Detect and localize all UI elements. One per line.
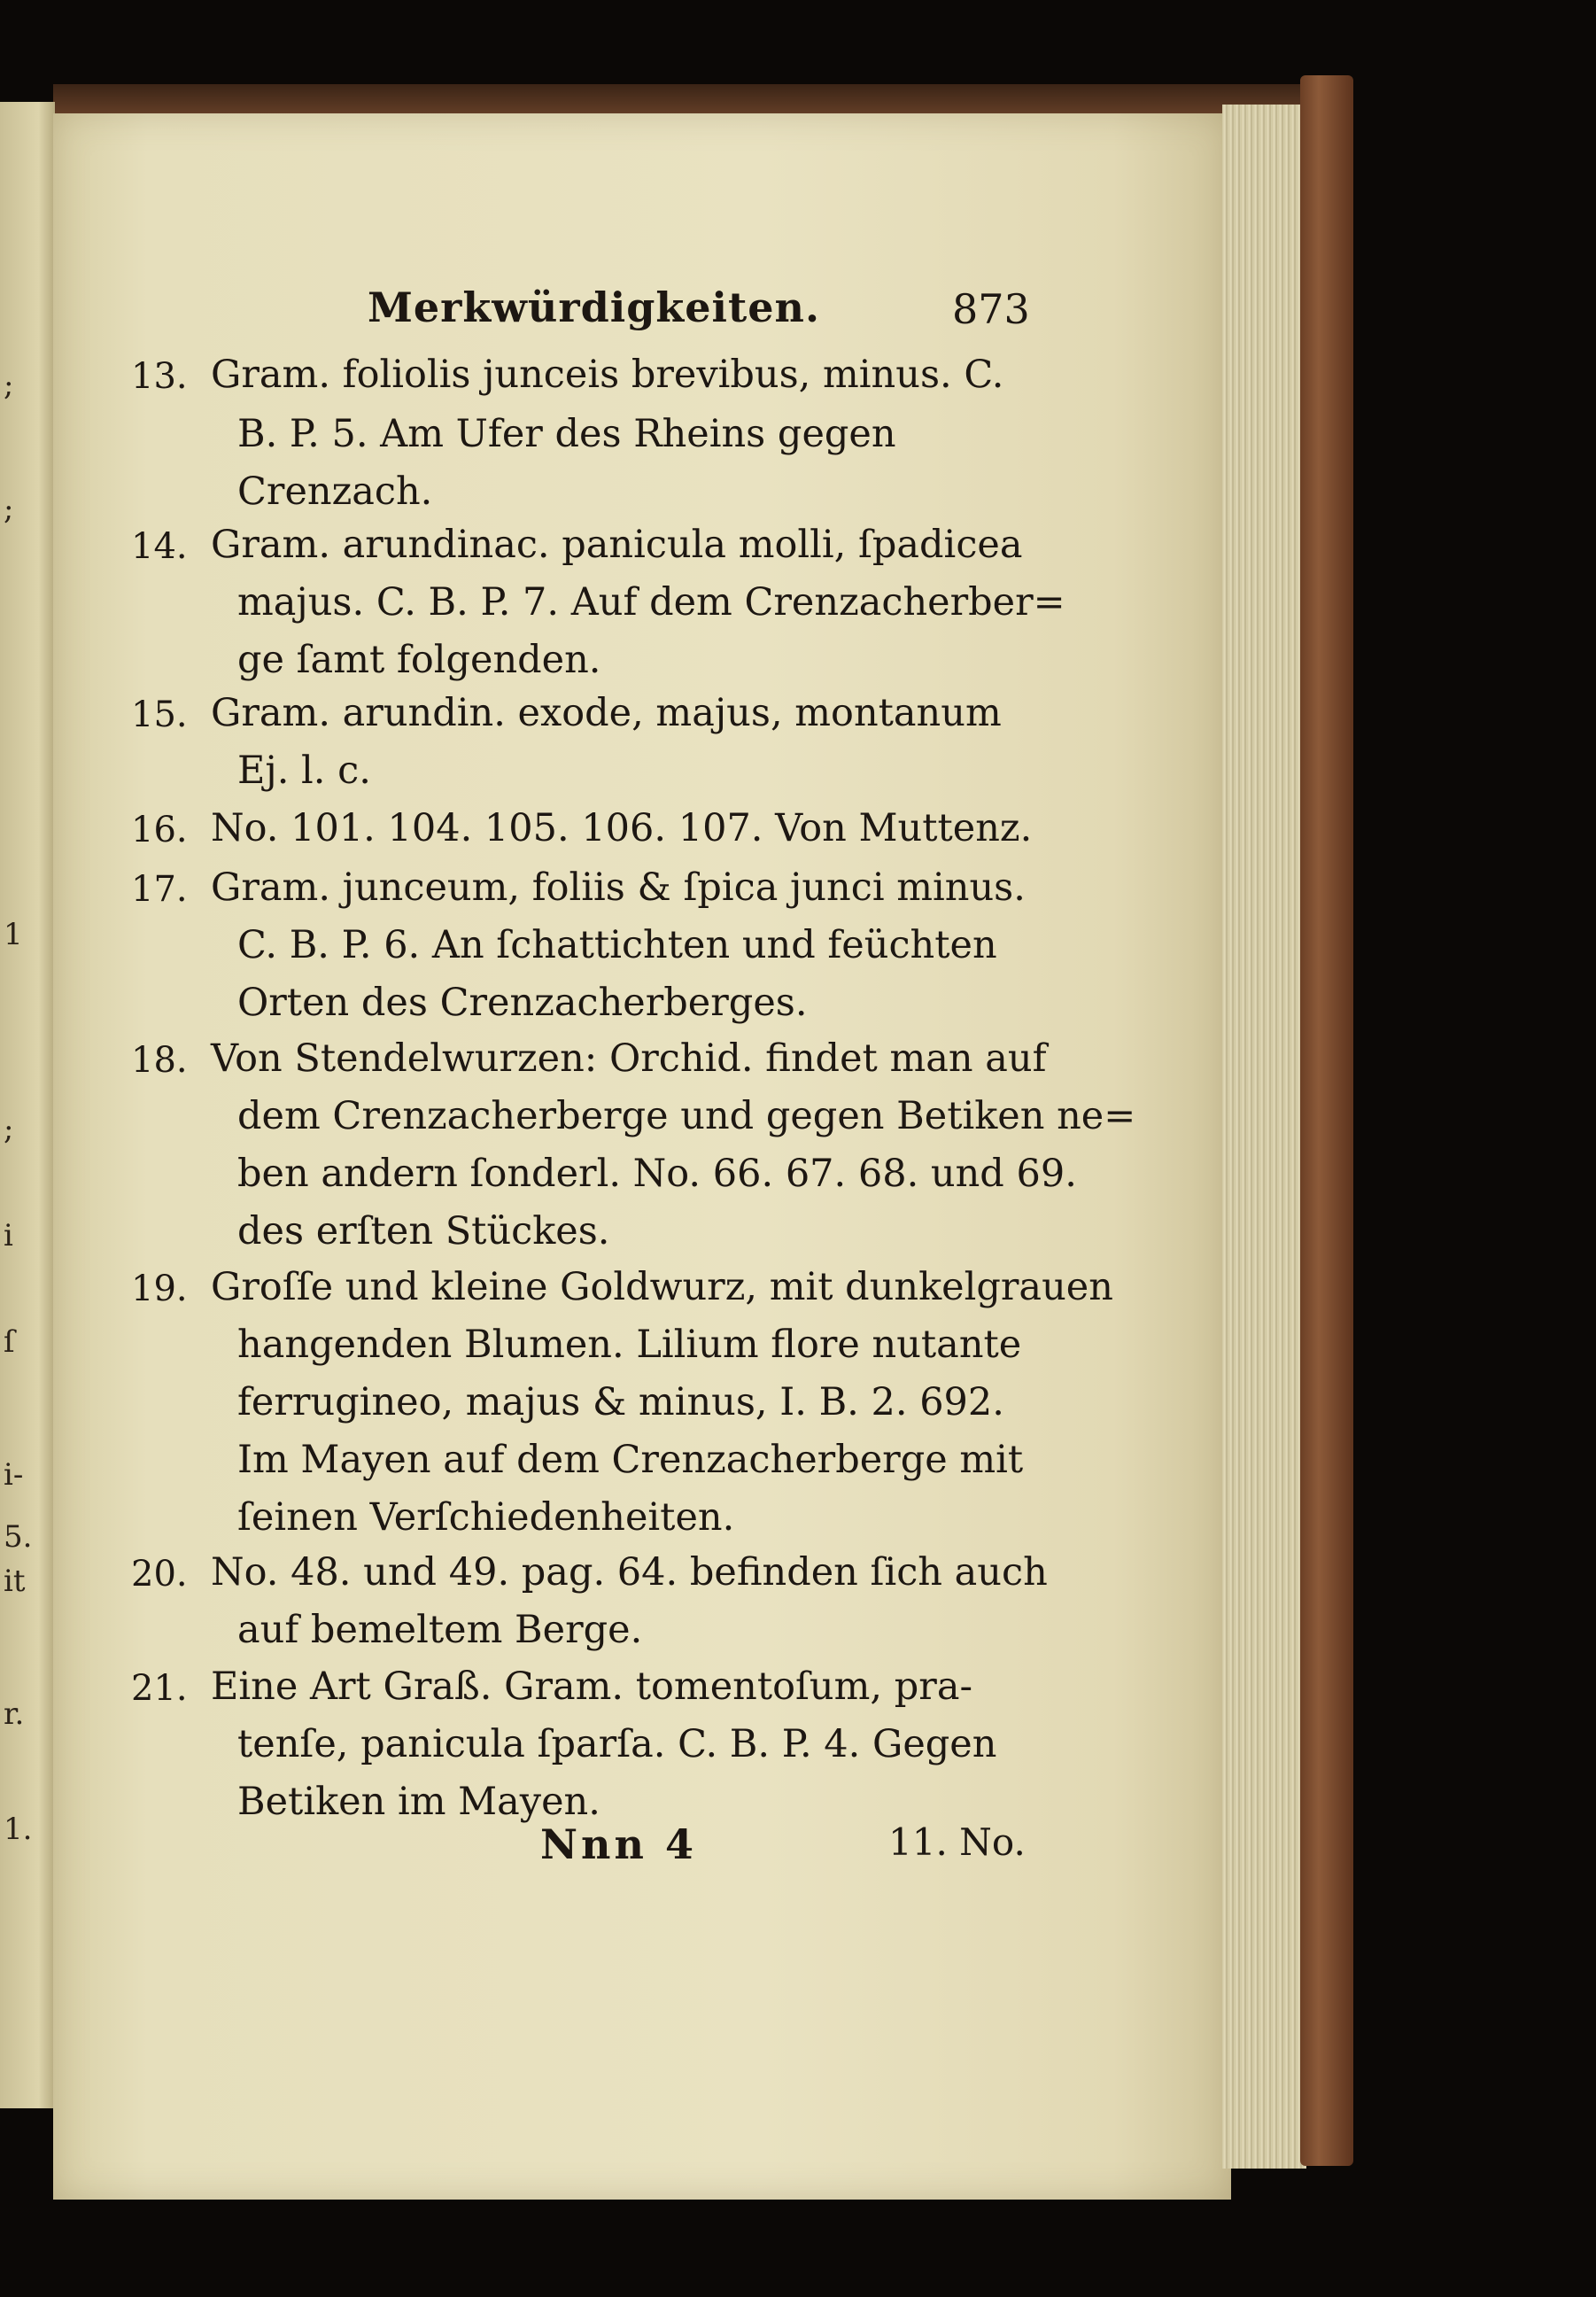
entry-line: Gram. arundin. exode, majus, montanum <box>211 691 1002 735</box>
running-head-title: Merkwürdigkeiten. <box>368 283 820 331</box>
entry-line: Betiken im Mayen. <box>237 1780 600 1824</box>
page-number: 873 <box>952 285 1030 333</box>
entry-line: No. 48. und 49. pag. 64. befinden ſich auch <box>211 1550 1048 1595</box>
entry-number: 18. <box>131 1040 188 1081</box>
book-cover-spine <box>1300 75 1353 2166</box>
entry-number: 20. <box>131 1554 188 1595</box>
entry-line: Gram. arundinac. panicula molli, ſpadicea <box>211 523 1023 567</box>
entry-number: 16. <box>131 810 188 850</box>
left-page-edge <box>0 102 55 2108</box>
entry-number: 14. <box>131 526 188 567</box>
entry-line: B. P. 5. Am Ufer des Rheins gegen <box>237 412 896 456</box>
left-page-fragment: ; <box>4 368 14 403</box>
entry-line: Crenzach. <box>237 469 433 514</box>
entry-line: majus. C. B. P. 7. Auf dem Crenzacherber= <box>237 580 1065 625</box>
entry-line: Im Mayen auf dem Crenzacherberge mit <box>237 1438 1024 1482</box>
entry-number: 17. <box>131 869 188 910</box>
entry-line: ben andern ſonderl. No. 66. 67. 68. und 69. <box>237 1152 1077 1196</box>
entry-line: Gram. junceum, foliis & ſpica junci minus. <box>211 865 1026 910</box>
left-page-fragment: ; <box>4 1112 14 1147</box>
entry-line: hangenden Blumen. Lilium flore nutante <box>237 1323 1022 1367</box>
entry-line: ge ſamt folgenden. <box>237 638 601 682</box>
catchword: 11. No. <box>888 1820 1026 1864</box>
entry-line: Eine Art Graß. Gram. tomentoſum, pra- <box>211 1665 972 1709</box>
entry-line: auf bemeltem Berge. <box>237 1608 643 1652</box>
entry-line: tenſe, panicula ſparſa. C. B. P. 4. Gegen <box>237 1722 997 1766</box>
entry-number: 15. <box>131 695 188 735</box>
entry-number: 21. <box>131 1668 188 1709</box>
left-page-fragment: 1. <box>4 1812 33 1847</box>
entry-line: Ej. l. c. <box>237 749 371 793</box>
entry-line: Orten des Crenzacherberges. <box>237 981 808 1025</box>
signature-mark: Nnn 4 <box>540 1820 697 1868</box>
left-page-fragment: it <box>4 1564 26 1599</box>
entry-number: 19. <box>131 1269 188 1309</box>
entry-line: ſeinen Verſchiedenheiten. <box>237 1495 735 1540</box>
entry-line: Groſſe und kleine Goldwurz, mit dunkelgrauen <box>211 1265 1113 1309</box>
left-page-fragment: ſ <box>4 1324 15 1360</box>
entry-number: 13. <box>131 356 188 397</box>
left-page-fragment: i- <box>4 1457 24 1493</box>
entry-line: Von Stendelwurzen: Orchid. findet man auf <box>211 1036 1047 1081</box>
left-page-fragment: 5. <box>4 1519 33 1555</box>
left-page-fragment: r. <box>4 1696 25 1732</box>
page-edges <box>1222 105 1306 2169</box>
entry-line: Gram. foliolis junceis brevibus, minus. C. <box>211 353 1004 397</box>
entry-line: ferrugineo, majus & minus, I. B. 2. 692. <box>237 1380 1004 1424</box>
entry-line: No. 101. 104. 105. 106. 107. Von Muttenz. <box>211 806 1033 850</box>
left-page-fragment: i <box>4 1218 13 1253</box>
entry-line: des erſten Stückes. <box>237 1209 610 1253</box>
entry-line: C. B. P. 6. An ſchattichten und feüchten <box>237 923 997 967</box>
left-page-fragment: ; <box>4 492 14 527</box>
entry-line: dem Crenzacherberge und gegen Betiken ne= <box>237 1094 1136 1138</box>
left-page-fragment: 1 <box>4 917 23 952</box>
